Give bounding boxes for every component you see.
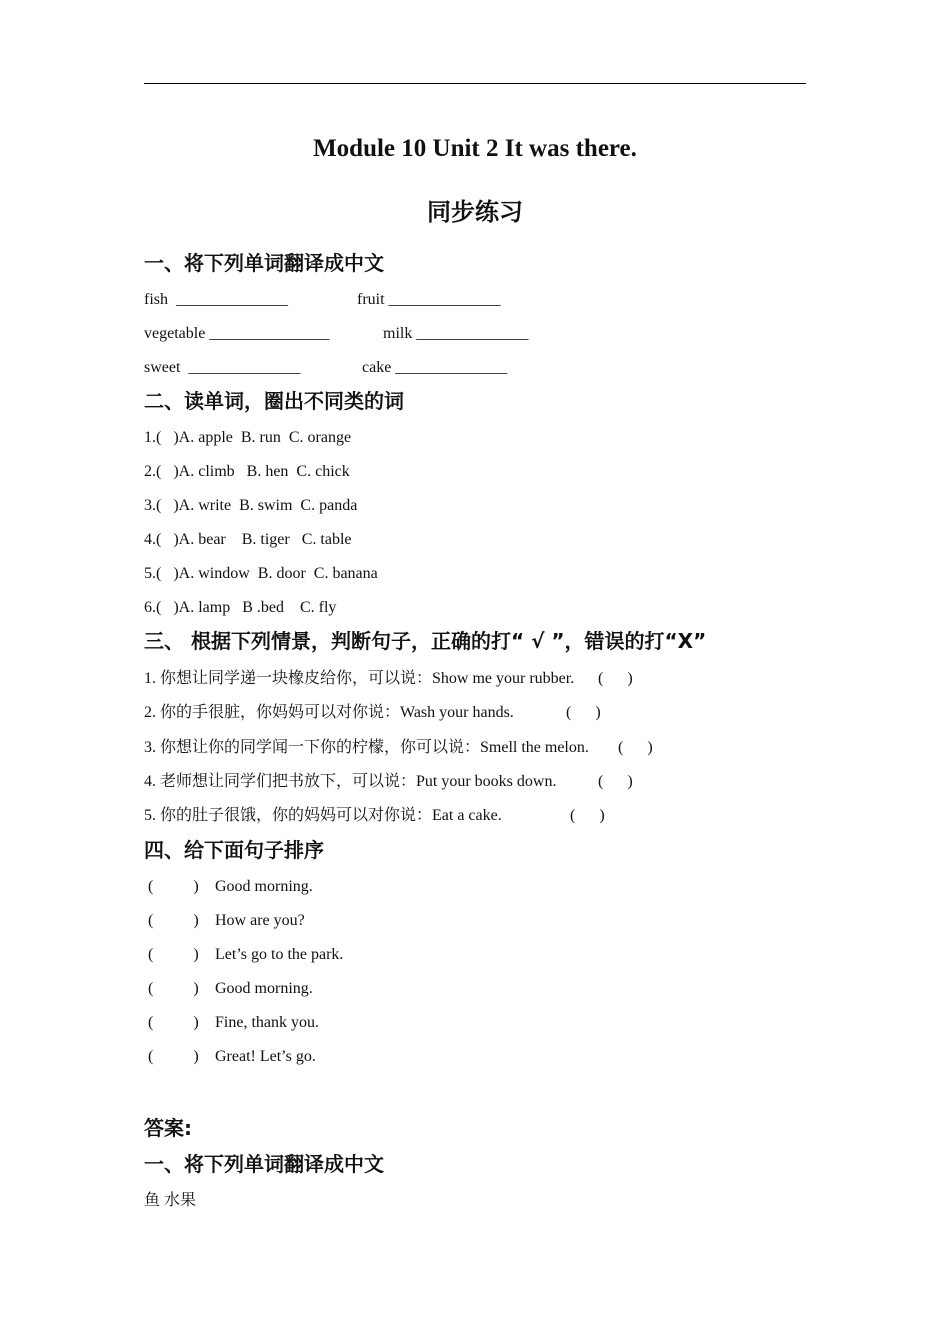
- order-sentence: Good morning.: [215, 980, 313, 997]
- page-subtitle: 同步练习: [427, 198, 523, 226]
- answers-heading: 答案:: [144, 1116, 192, 1140]
- vocab-item-fish: fish ______________: [144, 291, 288, 308]
- order-bracket: ( ): [148, 912, 199, 929]
- vocab-item-fruit: fruit ______________: [357, 291, 501, 308]
- judgement-bracket: ( ): [566, 704, 601, 721]
- judgement-bracket: ( ): [570, 807, 605, 824]
- judgement-item: 4. 老师想让同学们把书放下，可以说：Put your books down.: [144, 773, 557, 790]
- header-rule: [144, 83, 806, 84]
- answers-section1-line: 鱼 水果: [144, 1192, 197, 1209]
- odd-one-out-item: 1.( )A. apple B. run C. orange: [144, 429, 352, 446]
- order-bracket: ( ): [148, 878, 199, 895]
- section2-heading: 二、读单词，圈出不同类的词: [144, 389, 404, 413]
- section3-heading: 三、 根据下列情景，判断句子，正确的打“ √ ”，错误的打“X”: [144, 629, 707, 653]
- odd-one-out-item: 5.( )A. window B. door C. banana: [144, 565, 378, 582]
- vocab-item-cake: cake ______________: [362, 359, 508, 376]
- judgement-bracket: ( ): [598, 773, 633, 790]
- judgement-item: 2. 你的手很脏，你妈妈可以对你说：Wash your hands.: [144, 704, 514, 721]
- section1-heading: 一、将下列单词翻译成中文: [144, 251, 384, 275]
- order-sentence: Fine, thank you.: [215, 1014, 319, 1031]
- order-sentence: Let’s go to the park.: [215, 946, 344, 963]
- judgement-bracket: ( ): [598, 670, 633, 687]
- odd-one-out-item: 4.( )A. bear B. tiger C. table: [144, 531, 352, 548]
- odd-one-out-item: 2.( )A. climb B. hen C. chick: [144, 463, 350, 480]
- vocab-item-milk: milk ______________: [383, 325, 529, 342]
- order-bracket: ( ): [148, 1048, 199, 1065]
- section4-heading: 四、给下面句子排序: [144, 838, 324, 862]
- vocab-item-vegetable: vegetable _______________: [144, 325, 330, 342]
- order-bracket: ( ): [148, 980, 199, 997]
- judgement-bracket: ( ): [618, 739, 653, 756]
- odd-one-out-item: 3.( )A. write B. swim C. panda: [144, 497, 358, 514]
- order-bracket: ( ): [148, 946, 199, 963]
- odd-one-out-item: 6.( )A. lamp B .bed C. fly: [144, 599, 337, 616]
- judgement-item: 3. 你想让你的同学闻一下你的柠檬，你可以说：Smell the melon.: [144, 739, 589, 756]
- order-sentence: How are you?: [215, 912, 305, 929]
- vocab-item-sweet: sweet ______________: [144, 359, 301, 376]
- judgement-item: 5. 你的肚子很饿，你的妈妈可以对你说：Eat a cake.: [144, 807, 502, 824]
- answers-section1-heading: 一、将下列单词翻译成中文: [144, 1152, 384, 1176]
- order-bracket: ( ): [148, 1014, 199, 1031]
- judgement-item: 1. 你想让同学递一块橡皮给你，可以说：Show me your rubber.: [144, 670, 575, 687]
- page-title: Module 10 Unit 2 It was there.: [313, 135, 637, 162]
- order-sentence: Good morning.: [215, 878, 313, 895]
- order-sentence: Great! Let’s go.: [215, 1048, 316, 1065]
